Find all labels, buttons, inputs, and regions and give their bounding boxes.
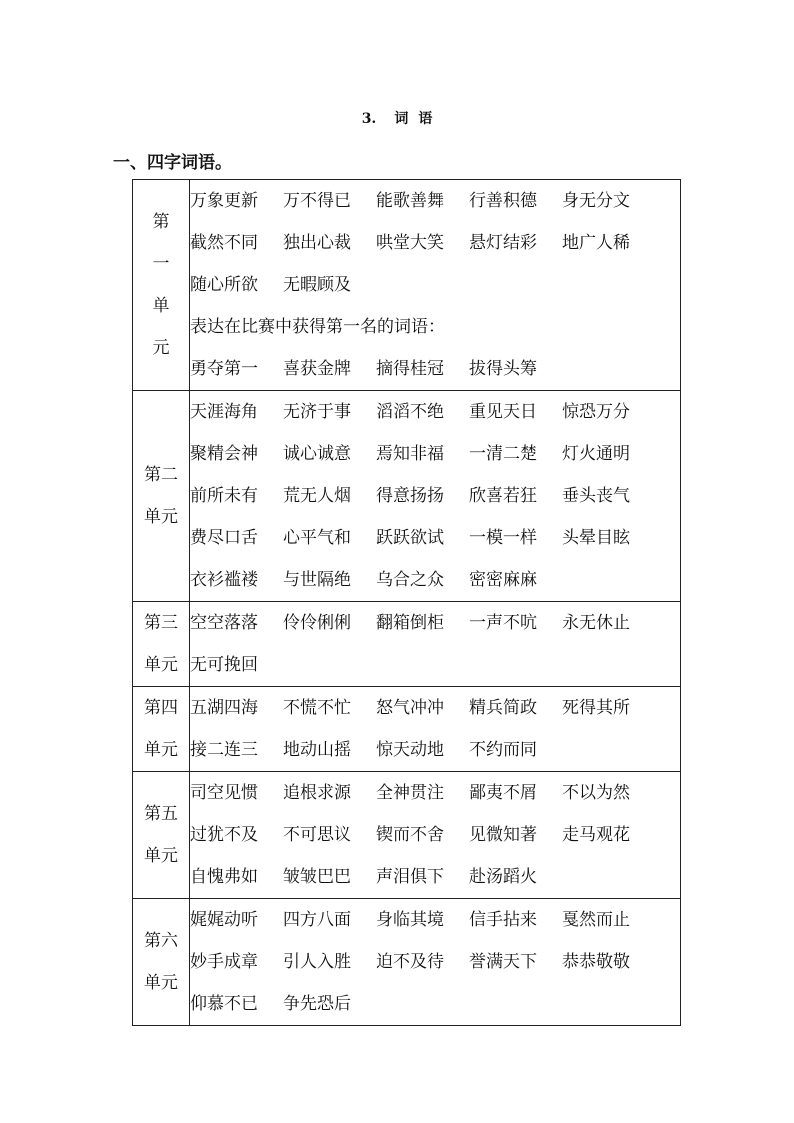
unit-row [133,687,681,772]
unit-label-cell [133,602,190,687]
title-word-1: 词 [394,111,409,127]
word-line [190,348,680,390]
unit-row [133,602,681,687]
word-line [190,433,680,475]
vocab-word: 过犹不及 [190,825,258,845]
unit-note: 表达在比赛中获得第一名的词语： [190,317,445,337]
vocab-word: 不慌不忙 [283,698,351,718]
vocab-word: 灯火通明 [562,444,630,464]
vocab-word: 惊天动地 [376,740,444,760]
vocab-word: 不可思议 [283,825,351,845]
word-line [190,941,680,983]
vocab-word: 心平气和 [283,528,351,548]
vocab-word: 摘得桂冠 [376,359,444,379]
word-line [190,856,680,898]
vocab-word: 衣衫褴褛 [190,570,258,590]
unit-words-cell [190,391,681,602]
unit-row [133,772,681,899]
vocab-word: 引人入胜 [283,952,351,972]
word-line [190,602,680,644]
vocab-word: 仰慕不已 [190,994,258,1014]
vocab-word: 伶伶俐俐 [283,613,351,633]
vocab-word: 全神贯注 [376,783,444,803]
vocab-word: 翻箱倒柜 [376,613,444,633]
word-line [190,772,680,814]
vocab-word: 精兵简政 [469,698,537,718]
vocab-word: 四方八面 [283,910,351,930]
vocab-word: 迫不及待 [376,952,444,972]
vocab-word: 前所未有 [190,486,258,506]
vocab-word: 赴汤蹈火 [469,867,537,887]
word-line [190,222,680,264]
title-word-2: 语 [418,111,433,127]
vocab-word: 欣喜若狂 [469,486,537,506]
unit-row [133,391,681,602]
vocab-word: 不约而同 [469,740,537,760]
vocab-word: 空空落落 [190,613,258,633]
vocab-word: 信手拈来 [469,910,537,930]
vocab-word: 焉知非福 [376,444,444,464]
vocab-word: 走马观花 [562,825,630,845]
vocab-word: 声泪俱下 [376,867,444,887]
vocab-word: 荒无人烟 [283,486,351,506]
vocab-word: 万象更新 [190,191,258,211]
vocab-word: 与世隔绝 [283,570,351,590]
word-line [190,391,680,433]
vocab-word: 恭恭敬敬 [562,952,630,972]
word-line [190,644,680,686]
title-number: 3. [361,111,377,127]
vocab-word: 戛然而止 [562,910,630,930]
vocab-word: 无暇顾及 [283,275,351,295]
vocab-word: 誉满天下 [469,952,537,972]
vocab-word: 五湖四海 [190,698,258,718]
vocab-word: 乌合之众 [376,570,444,590]
vocab-word: 跃跃欲试 [376,528,444,548]
vocab-word: 地动山摇 [283,740,351,760]
vocab-word: 无济于事 [283,402,351,422]
vocab-word: 身临其境 [376,910,444,930]
vocab-word: 永无休止 [562,613,630,633]
word-line [190,687,680,729]
unit-words-cell [190,687,681,772]
word-line [190,180,680,222]
unit-label-cell [133,391,190,602]
unit-words-cell [190,180,681,391]
word-line [190,729,680,771]
vocab-word: 聚精会神 [190,444,258,464]
vocab-word: 行善积德 [469,191,537,211]
vocab-word: 头晕目眩 [562,528,630,548]
vocab-word: 身无分文 [562,191,630,211]
vocab-word: 娓娓动听 [190,910,258,930]
vocab-word: 追根求源 [283,783,351,803]
vocab-word: 怒气冲冲 [376,698,444,718]
vocab-word: 悬灯结彩 [469,233,537,253]
unit-label-cell [133,772,190,899]
vocab-word: 无可挽回 [190,655,258,675]
vocab-word: 妙手成章 [190,952,258,972]
unit-label: 第四单元 [144,698,178,760]
vocab-word: 接二连三 [190,740,258,760]
unit-label: 第六单元 [144,931,178,993]
vocab-word: 皱皱巴巴 [283,867,351,887]
word-line [190,517,680,559]
vocab-word: 一声不吭 [469,613,537,633]
vocab-word: 费尽口舌 [190,528,258,548]
unit-row [133,180,681,391]
word-line [190,983,680,1025]
vocab-word: 惊恐万分 [562,402,630,422]
vocab-word: 见微知著 [469,825,537,845]
vocab-word: 司空见惯 [190,783,258,803]
word-line [190,475,680,517]
vocab-word: 死得其所 [562,698,630,718]
vocabulary-table [132,179,681,1026]
unit-label: 第一单元 [152,212,170,358]
vocab-word: 诚心诚意 [283,444,351,464]
unit-label-cell [133,899,190,1026]
vocab-word: 天涯海角 [190,402,258,422]
section-heading: 一、四字词语。 [113,153,232,173]
vocab-word: 哄堂大笑 [376,233,444,253]
vocab-word: 喜获金牌 [283,359,351,379]
vocab-word: 勇夺第一 [190,359,258,379]
unit-label: 第三单元 [144,613,178,675]
vocab-word: 争先恐后 [283,994,351,1014]
vocab-word: 锲而不舍 [376,825,444,845]
vocab-word: 能歌善舞 [376,191,444,211]
page-title [0,108,794,128]
unit-words-cell [190,602,681,687]
vocab-word: 得意扬扬 [376,486,444,506]
unit-label-cell [133,687,190,772]
vocab-word: 一清二楚 [469,444,537,464]
vocab-word: 滔滔不绝 [376,402,444,422]
word-line [190,814,680,856]
vocab-word: 地广人稀 [562,233,630,253]
unit-label: 第五单元 [144,804,178,866]
vocab-word: 拔得头筹 [469,359,537,379]
word-line [190,559,680,601]
word-line [190,264,680,306]
vocab-word: 自愧弗如 [190,867,258,887]
unit-words-cell [190,899,681,1026]
unit-words-cell [190,772,681,899]
vocab-word: 鄙夷不屑 [469,783,537,803]
vocab-word: 万不得已 [283,191,351,211]
vocab-word: 一模一样 [469,528,537,548]
unit-label-cell [133,180,190,391]
unit-row [133,899,681,1026]
vocab-word: 密密麻麻 [469,570,537,590]
word-line [190,899,680,941]
vocab-word: 随心所欲 [190,275,258,295]
vocab-word: 独出心裁 [283,233,351,253]
vocab-word: 垂头丧气 [562,486,630,506]
vocab-word: 截然不同 [190,233,258,253]
vocab-word: 不以为然 [562,783,630,803]
unit-label: 第二单元 [144,465,178,527]
vocab-word: 重见天日 [469,402,537,422]
